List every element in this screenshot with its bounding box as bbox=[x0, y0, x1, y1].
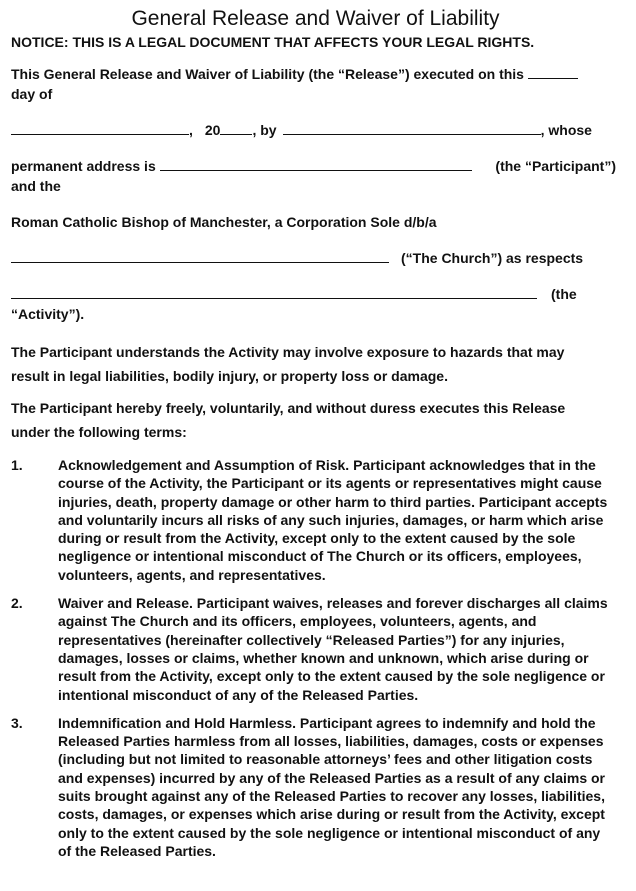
activity-blank bbox=[11, 286, 537, 299]
and-the-text: and the bbox=[11, 178, 61, 194]
term-number: 1. bbox=[11, 457, 23, 473]
term-item bbox=[11, 594, 616, 704]
address-blank bbox=[160, 158, 472, 171]
term-text: Waiver and Release. Participant waives, releases and forever discharges all claims against The Church and its officers, employees, volunteers, agents, and representatives (hereinafter collectively “Released Parties”) for any injuries, damages, losses or claims, whether known and unknown, which arise during or result from the Activity, except only to the extent caused by the sole negligence or intentional misconduct of any of the Released Parties. bbox=[58, 595, 608, 703]
participant-label: (the “Participant”) bbox=[495, 158, 616, 174]
intro-block bbox=[11, 64, 616, 104]
activity-block: (the “Activity”). bbox=[11, 284, 616, 324]
church-label: (“The Church”) as respects bbox=[401, 250, 584, 266]
hazards-paragraph: The Participant understands the Activity may involve exposure to hazards that may result in legal liabilities, bodily injury, or property loss or damage. bbox=[11, 344, 565, 384]
month-day-blank bbox=[11, 122, 189, 135]
activity-label: “Activity”). bbox=[11, 306, 85, 322]
term-number: 3. bbox=[11, 714, 23, 731]
date-by-line: , 20 , by , whose bbox=[11, 120, 616, 140]
day-of-text: day of bbox=[11, 86, 53, 102]
term-text: Acknowledgement and Assumption of Risk. Participant acknowledges that in the course of the Activity, the Participant or its agents or representatives might cause injuries, death, property damage or other harm to third parties. Participant accepts and voluntarily incurs all risks of any such injuries, damages, or harm which arise during or result from the Activity, except only to the extent caused by the sole negligence or intentional misconduct of The Church or its officers, employees, volunteers, agents, and representatives. bbox=[58, 457, 608, 583]
church-line bbox=[11, 248, 616, 268]
term-text: Indemnification and Hold Harmless. Participant agrees to indemnify and hold the Released Parties harmless from all losses, liabilities, damages, costs or expenses (including but not limited to reasonable attorneys’ fees and other litigation costs and expenses) incurred by any of the Released Parties as a result of any claims or suits brought against any of the Released Parties to recover any losses, liabilities, costs, damages, or expenses which arise during or result from the Activity, except only to the extent caused by the sole negligence or intentional misconduct of any of the Released Parties. bbox=[58, 714, 605, 859]
term-number: 2. bbox=[11, 595, 23, 612]
party-name-blank bbox=[283, 122, 541, 135]
address-label: permanent address is bbox=[11, 158, 156, 174]
address-block bbox=[11, 156, 616, 196]
intro-text: This General Release and Waiver of Liability (the “Release”) executed on this bbox=[11, 66, 524, 82]
church-name: Roman Catholic Bishop of Manchester, a Corporation Sole d/b/a bbox=[11, 214, 437, 230]
document-page bbox=[0, 6, 636, 891]
document-title: General Release and Waiver of Liability bbox=[131, 7, 500, 30]
execution-date-blank bbox=[528, 66, 578, 79]
year-prefix: 20 bbox=[204, 122, 221, 138]
term-item bbox=[11, 714, 616, 860]
legal-notice: NOTICE: THIS IS A LEGAL DOCUMENT THAT AFFECTS YOUR LEGAL RIGHTS. bbox=[11, 34, 535, 50]
terms-intro-paragraph: The Participant hereby freely, voluntarily, and without duress executes this Release under the following terms: bbox=[11, 400, 566, 440]
year-blank bbox=[220, 122, 252, 135]
term-item bbox=[11, 456, 616, 584]
church-blank bbox=[11, 250, 389, 263]
